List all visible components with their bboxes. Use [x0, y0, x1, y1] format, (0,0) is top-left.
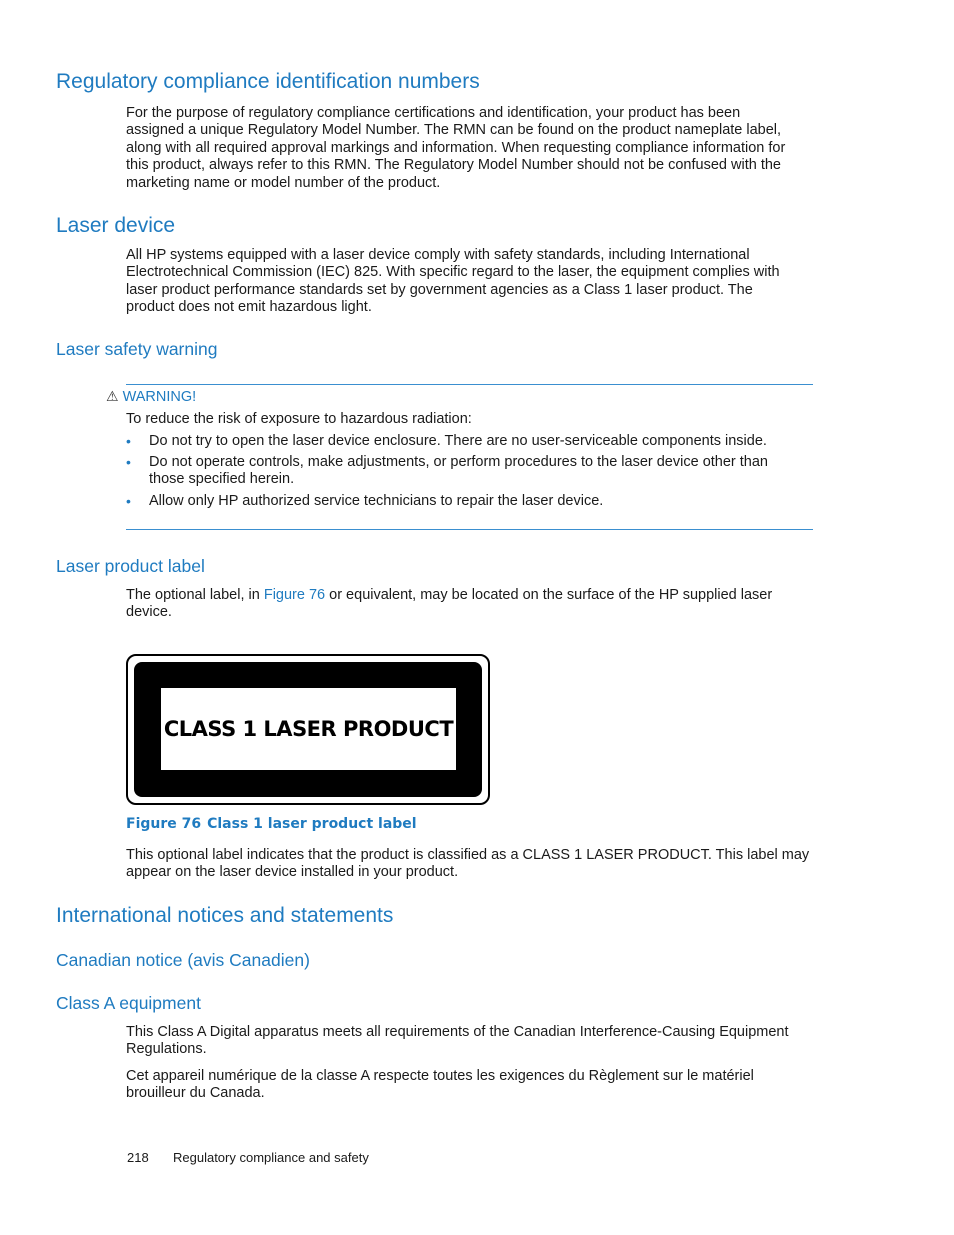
laser-device-heading: Laser device — [56, 214, 176, 237]
warning-bottom-rule — [126, 529, 813, 530]
list-item — [126, 433, 816, 450]
laser-device-line: All HP systems equipped with a laser device comply with safety standards, including International — [126, 247, 750, 263]
class-a-paragraph-en — [126, 1024, 834, 1059]
figure-caption-title: Class 1 laser product label — [207, 816, 417, 832]
bullet-icon: • — [126, 454, 131, 470]
laser-safety-heading: Laser safety warning — [56, 339, 218, 359]
warning-triangle-icon: ⚠ — [106, 388, 119, 404]
laser-label-after-paragraph — [126, 847, 834, 882]
laser-device-paragraph — [126, 247, 834, 317]
laser-device-line: product does not emit hazardous light. — [126, 299, 372, 316]
class-a-line: brouilleur du Canada. — [126, 1085, 265, 1102]
figure-caption — [126, 816, 423, 832]
rmn-heading: Regulatory compliance identification numbers — [56, 70, 480, 93]
laser-device-line: Electrotechnical Commission (IEC) 825. With specific regard to the laser, the equipment complies with — [126, 264, 780, 281]
laser-label-paragraph — [126, 587, 834, 622]
warning-intro: To reduce the risk of exposure to hazardous radiation: — [126, 411, 472, 427]
laser-label-heading: Laser product label — [56, 556, 205, 576]
figure-caption-number: Figure 76 — [126, 816, 202, 832]
class-1-laser-label-figure — [126, 654, 490, 805]
canadian-heading: Canadian notice (avis Canadien) — [56, 950, 310, 970]
class-a-line: Regulations. — [126, 1041, 207, 1058]
text-fragment: or equivalent, may be located on the surface of the HP supplied laser — [325, 587, 773, 603]
warning-title — [106, 388, 196, 405]
international-heading: International notices and statements — [56, 904, 394, 927]
after-line: This optional label indicates that the product is classified as a CLASS 1 LASER PRODUCT. This label may — [126, 847, 810, 863]
bullet-icon: • — [126, 493, 131, 509]
rmn-line: along with all required approval markings and information. When requesting compliance information for — [126, 139, 786, 156]
bullet-line: Do not try to open the laser device enclosure. There are no user-serviceable components inside. — [149, 433, 767, 449]
class-a-paragraph-fr — [126, 1068, 834, 1103]
laser-label-line: device. — [126, 604, 172, 621]
text-fragment: The optional label, in — [126, 587, 264, 603]
class-a-heading: Class A equipment — [56, 993, 201, 1013]
bullet-line: Do not operate controls, make adjustments, or perform procedures to the laser device other than — [149, 454, 768, 470]
bullet-line: those specified herein. — [149, 471, 295, 488]
rmn-line: marketing name or model number of the product. — [126, 174, 441, 191]
list-item — [126, 454, 816, 489]
chapter-title: Regulatory compliance and safety — [173, 1150, 369, 1165]
label-text: CLASS 1 LASER PRODUCT — [163, 717, 454, 741]
class-a-line: This Class A Digital apparatus meets all requirements of the Canadian Interference-Causing Equipment — [126, 1024, 789, 1040]
rmn-paragraph — [126, 105, 834, 192]
rmn-line: assigned a unique Regulatory Model Number. The RMN can be found on the product nameplate label, — [126, 122, 782, 139]
warning-top-rule — [126, 384, 813, 385]
rmn-line: this product, always refer to this RMN. The Regulatory Model Number should not be confused with the — [126, 157, 781, 174]
laser-device-line: laser product performance standards set by government agencies as a Class 1 laser product. The — [126, 281, 753, 298]
class-a-line: Cet appareil numérique de la classe A respecte toutes les exigences du Règlement sur le matériel — [126, 1068, 754, 1084]
label-black-band — [134, 662, 482, 797]
figure-76-link[interactable]: Figure 76 — [263, 587, 326, 603]
page-number: 218 — [127, 1150, 149, 1165]
laser-label-line — [126, 587, 834, 604]
label-white-panel — [161, 688, 456, 770]
rmn-line: For the purpose of regulatory compliance certifications and identification, your product has been — [126, 105, 741, 121]
warning-label: WARNING! — [122, 389, 197, 405]
bullet-icon: • — [126, 433, 131, 449]
after-line: appear on the laser device installed in your product. — [126, 864, 459, 881]
list-item — [126, 493, 816, 510]
bullet-line: Allow only HP authorized service technicians to repair the laser device. — [149, 493, 604, 509]
